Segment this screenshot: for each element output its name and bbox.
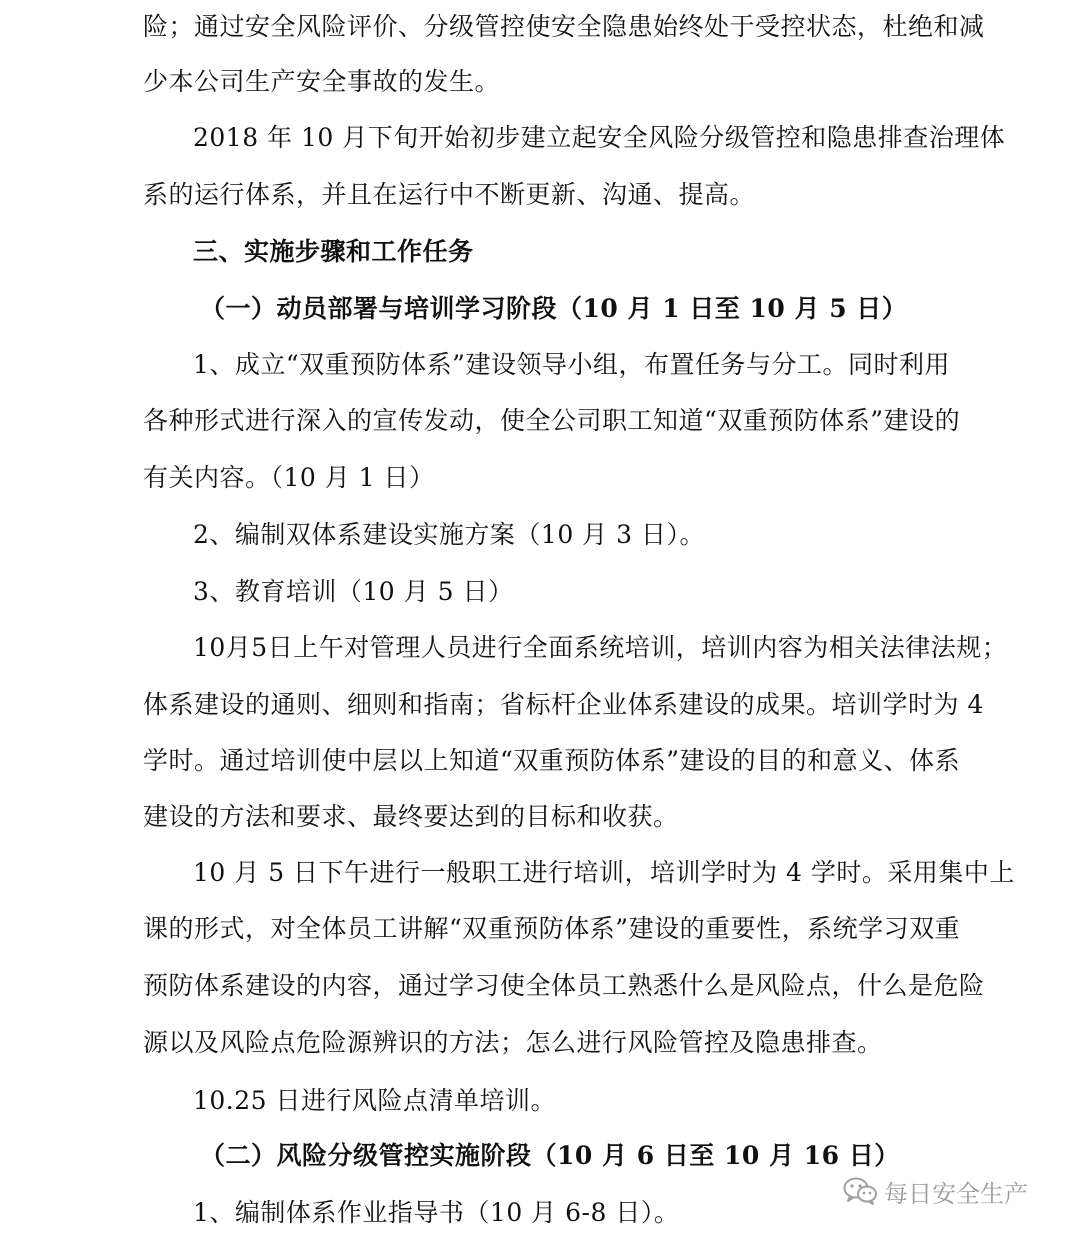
paragraph-line: 3、教育培训（10 月 5 日） bbox=[193, 577, 514, 606]
paragraph-line: 课的形式，对全体员工讲解“双重预防体系”建设的重要性，系统学习双重 bbox=[143, 914, 961, 943]
subsection-heading: （二）风险分级管控实施阶段（10 月 6 日至 10 月 16 日） bbox=[200, 1141, 900, 1170]
paragraph-line: 10.25 日进行风险点清单培训。 bbox=[193, 1086, 557, 1115]
paragraph-line: 2018 年 10 月下旬开始初步建立起安全风险分级管控和隐患排查治理体 bbox=[193, 123, 1006, 152]
paragraph-line: 源以及风险点危险源辨识的方法；怎么进行风险管控及隐患排查。 bbox=[143, 1028, 883, 1057]
paragraph-line: 预防体系建设的内容，通过学习使全体员工熟悉什么是风险点，什么是危险 bbox=[143, 971, 985, 1000]
subsection-heading: （一）动员部署与培训学习阶段（10 月 1 日至 10 月 5 日） bbox=[200, 294, 908, 323]
section-heading: 三、实施步骤和工作任务 bbox=[193, 237, 474, 266]
paragraph-line: 10月5日上午对管理人员进行全面系统培训，培训内容为相关法律法规； bbox=[193, 633, 1008, 662]
paragraph-line: 体系建设的通则、细则和指南；省标杆企业体系建设的成果。培训学时为 4 bbox=[143, 690, 984, 719]
paragraph-line: 学时。通过培训使中层以上知道“双重预防体系”建设的目的和意义、体系 bbox=[143, 746, 961, 775]
paragraph-line: 系的运行体系，并且在运行中不断更新、沟通、提高。 bbox=[143, 180, 756, 209]
paragraph-line: 各种形式进行深入的宣传发动，使全公司职工知道“双重预防体系”建设的 bbox=[143, 406, 961, 435]
wechat-icon bbox=[842, 1176, 878, 1206]
paragraph-line: 有关内容。（10 月 1 日） bbox=[143, 463, 435, 492]
watermark-text: 每日安全生产 bbox=[884, 1179, 1028, 1208]
paragraph-line: 建设的方法和要求、最终要达到的目标和收获。 bbox=[143, 802, 679, 831]
paragraph-line: 2、编制双体系建设实施方案（10 月 3 日）。 bbox=[193, 520, 705, 549]
paragraph-line: 1、编制体系作业指导书（10 月 6-8 日）。 bbox=[193, 1198, 680, 1227]
paragraph-line: 少本公司生产安全事故的发生。 bbox=[143, 67, 501, 96]
watermark bbox=[842, 1176, 1028, 1206]
paragraph-line: 1、成立“双重预防体系”建设领导小组，布置任务与分工。同时利用 bbox=[193, 350, 950, 379]
paragraph-line: 险；通过安全风险评价、分级管控使安全隐患始终处于受控状态，杜绝和减 bbox=[143, 12, 985, 41]
paragraph-line: 10 月 5 日下午进行一般职工进行培训，培训学时为 4 学时。采用集中上 bbox=[193, 858, 1015, 887]
